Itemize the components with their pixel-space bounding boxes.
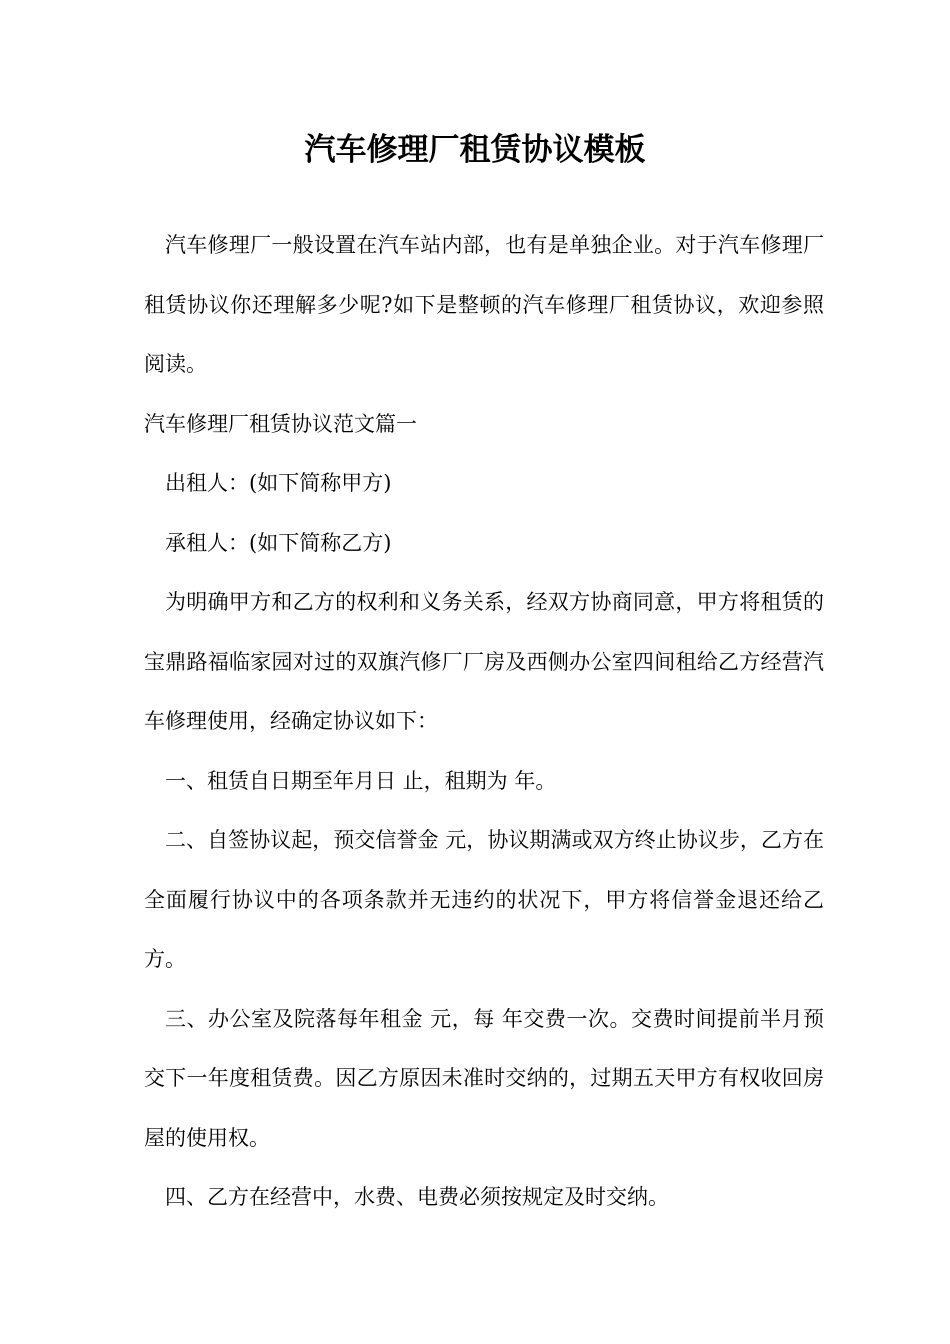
paragraph-clause-2: 二、自签协议起，预交信誉金 元，协议期满或双方终止协议步，乙方在全面履行协议中的各项条款并无违约的状况下，甲方将信誉金退还给乙方。: [144, 828, 824, 971]
document-title: 汽车修理厂租赁协议模板: [304, 132, 646, 168]
paragraph-purpose: 为明确甲方和乙方的权利和义务关系，经双方协商同意，甲方将租赁的宝鼎路福临家园对过的双旗汽修厂厂房及西侧办公室四间租给乙方经营汽车修理使用，经确定协议如下：: [144, 590, 824, 733]
paragraph-clause-4: 四、乙方在经营中，水费、电费必须按规定及时交纳。: [165, 1185, 669, 1209]
paragraph-lessee: 承租人：(如下简称乙方): [165, 530, 392, 555]
paragraph-lessor: 出租人：(如下简称甲方): [165, 471, 392, 495]
paragraph-clause-1: 一、租赁自日期至年月日 止，租期为 年。: [165, 768, 557, 793]
document-body: [144, 216, 824, 1228]
paragraph-clause-3: 三、办公室及院落每年租金 元，每 年交费一次。交费时间提前半月预交下一年度租赁费。因乙方原因未准时交纳的，过期五天甲方有权收回房屋的使用权。: [144, 1006, 824, 1150]
paragraph-intro: 汽车修理厂一般设置在汽车站内部，也有是单独企业。对于汽车修理厂租赁协议你还理解多少呢?如下是整顿的汽车修理厂租赁协议，欢迎参照阅读。: [144, 233, 824, 376]
paragraph-section-heading: 汽车修理厂租赁协议范文篇一: [144, 411, 417, 436]
